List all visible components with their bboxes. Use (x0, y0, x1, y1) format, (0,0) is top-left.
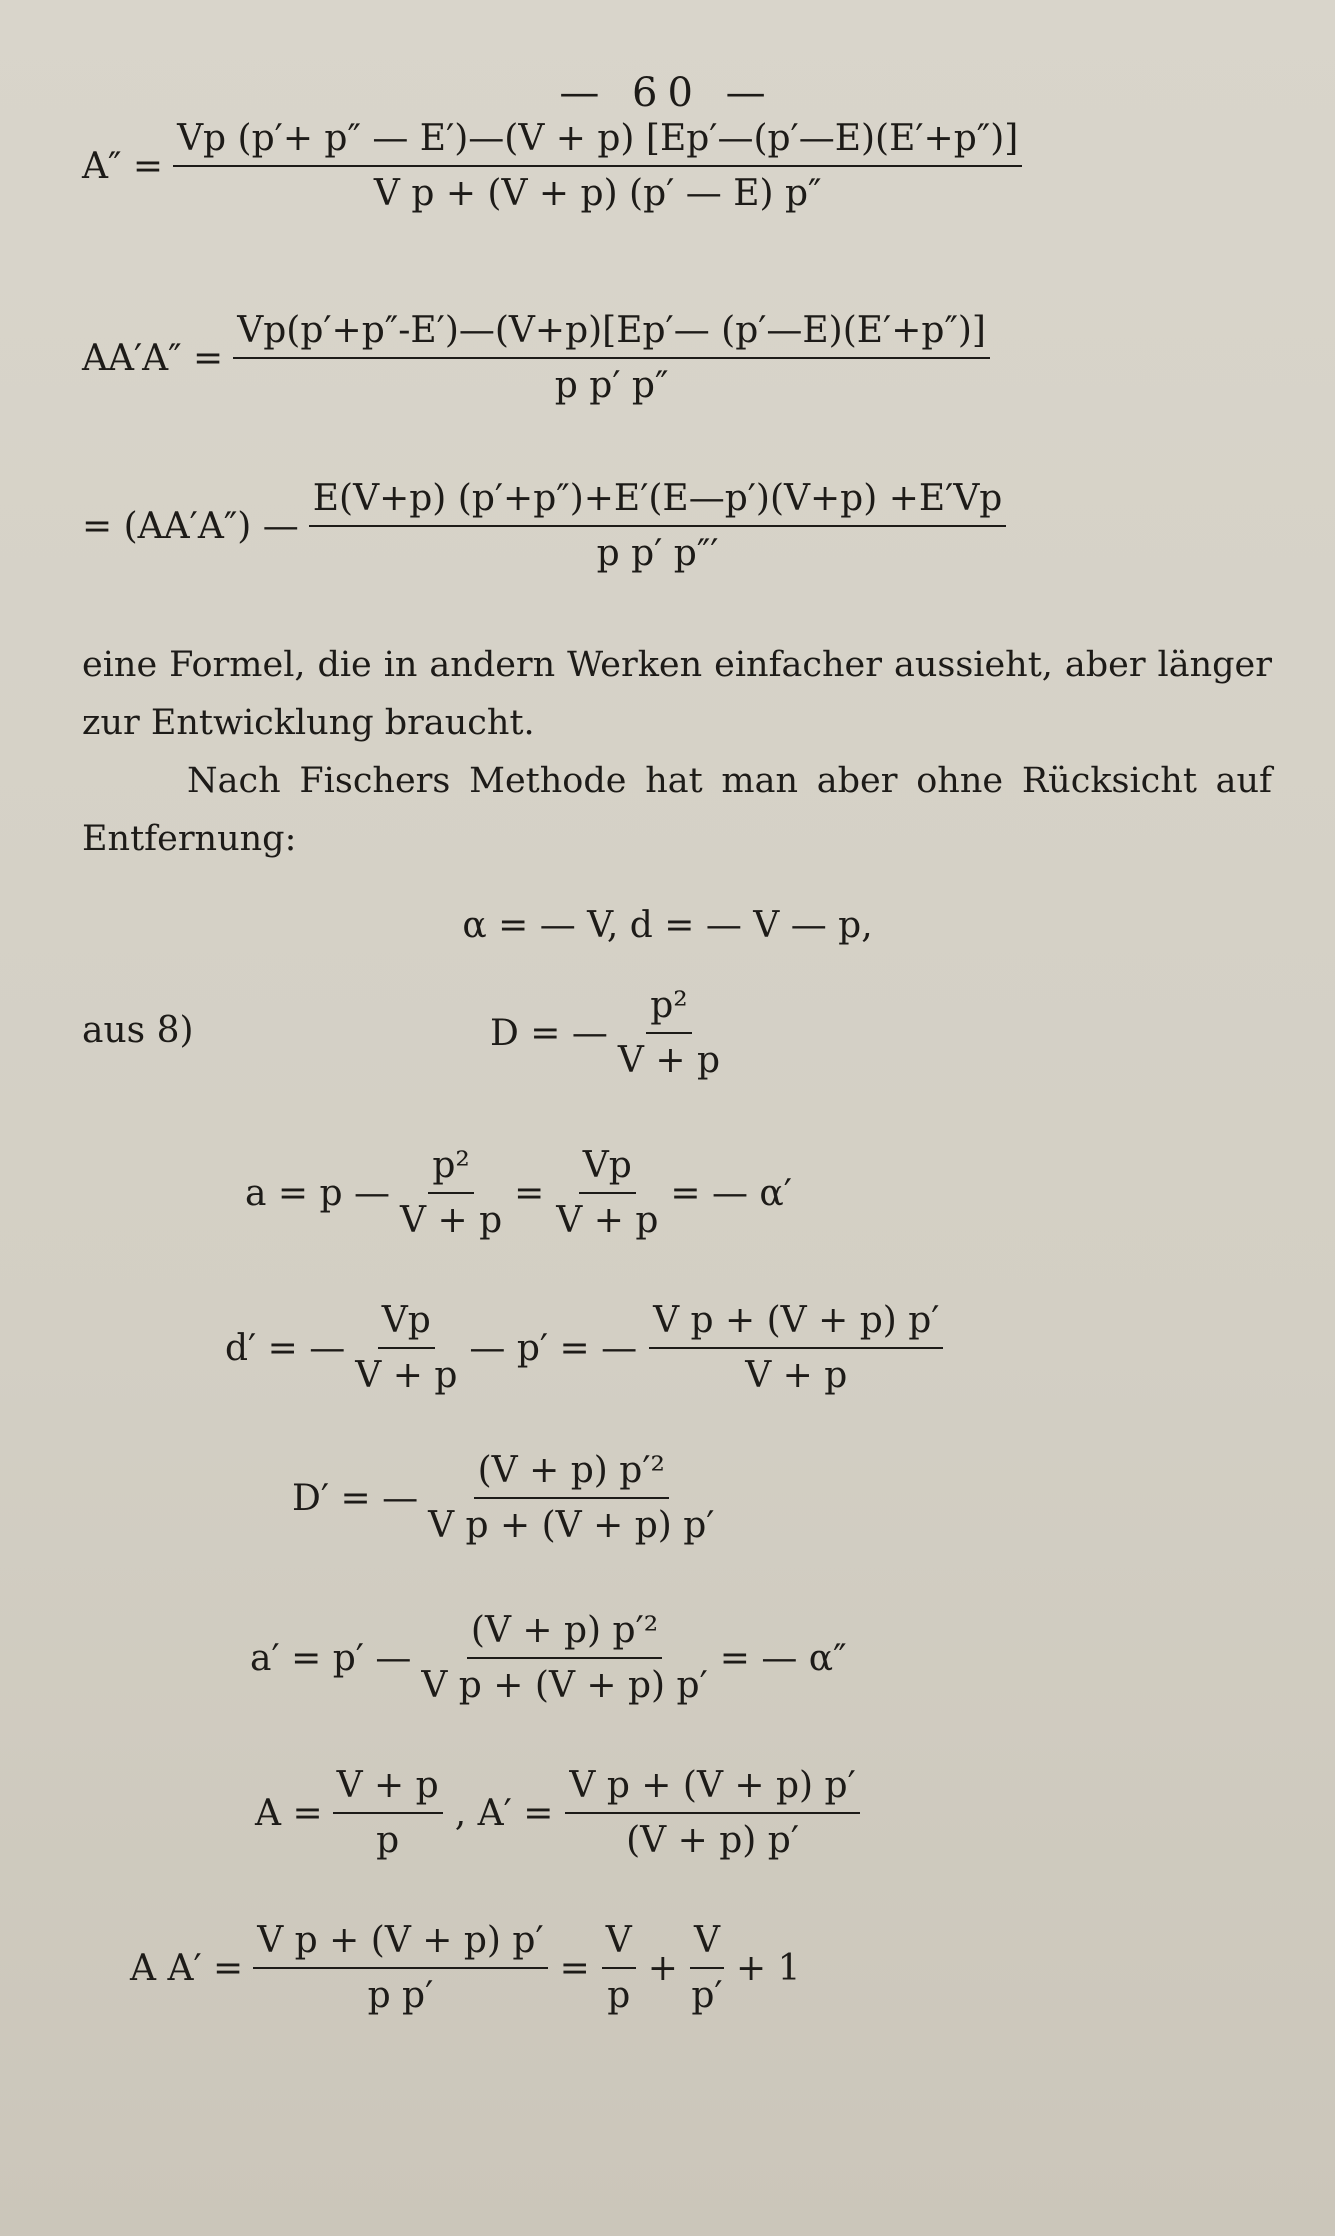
formula-big-a (255, 1765, 860, 1861)
eq-denominator: V + p (556, 1200, 659, 1241)
eq-numerator: (V + p) p′² (467, 1610, 662, 1659)
formula-aa-prime (130, 1920, 812, 2016)
eq-lhs: a = p — (245, 1172, 391, 1214)
eq-middle: , A′ = (454, 1792, 554, 1834)
eq-fraction (565, 1765, 859, 1861)
eq-fraction (428, 1450, 714, 1546)
eq-operator: = (559, 1947, 590, 1989)
formula-a-prime (250, 1610, 859, 1706)
eq-denominator: p′ (691, 1975, 723, 2016)
eq-denominator: V p + (V + p) p′ (421, 1665, 708, 1706)
formula-d (490, 985, 720, 1081)
eq-denominator: V p + (V + p) p′ (428, 1505, 715, 1546)
eq-lhs: A = (255, 1792, 323, 1834)
eq-denominator: p p′ (367, 1975, 434, 2016)
eq-lhs: D′ = — (292, 1477, 419, 1519)
eq-fraction (355, 1300, 457, 1396)
eq-numerator: Vp (378, 1300, 435, 1349)
eq-denominator: p p′ p″′ (596, 533, 719, 574)
eq-lhs: AA′A″ = (82, 337, 224, 379)
eq-numerator: E(V+p) (p′+p″)+E′(E—p′)(V+p) +E′Vp (309, 478, 1007, 527)
formula-d-prime-cap (292, 1450, 714, 1546)
eq-numerator: Vp (p′+ p″ — E′)—(V + p) [Ep′—(p′—E)(E′+p″)] (173, 118, 1022, 167)
eq-fraction (649, 1300, 943, 1396)
eq-numerator: V (602, 1920, 636, 1969)
paragraph: eine Formel, die in andern Werken einfacher aussieht, aber länger zur Entwicklung braucht. (82, 645, 1272, 743)
eq-fraction (309, 478, 1007, 574)
eq-numerator: (V + p) p′² (474, 1450, 669, 1499)
eq-denominator: V + p (355, 1355, 458, 1396)
eq-numerator: V (690, 1920, 724, 1969)
eq-denominator: V + p (745, 1355, 848, 1396)
eq-fraction (333, 1765, 443, 1861)
eq-fraction (618, 985, 720, 1081)
equation-aaa (82, 310, 990, 406)
eq-rhs: = — α′ (670, 1172, 792, 1214)
eq-fraction (602, 1920, 636, 2016)
eq-denominator: p p′ p″ (554, 365, 669, 406)
formula-a (245, 1145, 804, 1241)
eq-numerator: V + p (333, 1765, 443, 1814)
eq-lhs: = (AA′A″) — (82, 505, 299, 547)
centered-equation: α = — V, d = — V — p, (462, 905, 873, 946)
equation-aaa-expanded (82, 478, 1006, 574)
eq-numerator: p² (646, 985, 691, 1034)
eq-operator: = (514, 1172, 545, 1214)
eq-denominator: V p + (V + p) (p′ — E) p″ (373, 173, 822, 214)
body-text (82, 636, 1272, 868)
eq-fraction (690, 1920, 724, 2016)
page-number: — 60 — (559, 70, 776, 116)
eq-denominator: (V + p) p′ (626, 1820, 799, 1861)
eq-numerator: V p + (V + p) p′ (565, 1765, 859, 1814)
eq-fraction (233, 310, 990, 406)
eq-denominator: p (607, 1975, 631, 2016)
eq-lhs: A A′ = (130, 1947, 244, 1989)
eq-numerator: V p + (V + p) p′ (649, 1300, 943, 1349)
eq-operator: + (647, 1947, 678, 1989)
eq-fraction (400, 1145, 502, 1241)
eq-fraction (253, 1920, 547, 2016)
eq-fraction (173, 118, 1022, 214)
eq-denominator: V + p (617, 1040, 721, 1081)
eq-numerator: p² (428, 1145, 473, 1194)
eq-middle: — p′ = — (469, 1327, 638, 1369)
eq-tail: + 1 (735, 1947, 801, 1989)
eq-fraction (556, 1145, 658, 1241)
eq-rhs: = — α″ (719, 1637, 847, 1679)
eq-fraction (421, 1610, 707, 1706)
eq-lhs: D = — (490, 1012, 608, 1054)
eq-numerator: Vp(p′+p″-E′)—(V+p)[Ep′— (p′—E)(E′+p″)] (233, 310, 990, 359)
eq-numerator: V p + (V + p) p′ (253, 1920, 547, 1969)
eq-lhs: a′ = p′ — (250, 1637, 412, 1679)
eq-lhs: A″ = (82, 145, 164, 187)
paragraph: Nach Fischers Methode hat man aber ohne Rücksicht auf Entfernung: (82, 761, 1272, 859)
eq-denominator: V + p (400, 1200, 503, 1241)
reference-label: aus 8) (82, 1010, 194, 1051)
formula-d-prime (225, 1300, 943, 1396)
eq-denominator: p (376, 1820, 400, 1861)
eq-lhs: d′ = — (225, 1327, 346, 1369)
equation-a-double-prime (82, 118, 1022, 214)
eq-numerator: Vp (579, 1145, 636, 1194)
